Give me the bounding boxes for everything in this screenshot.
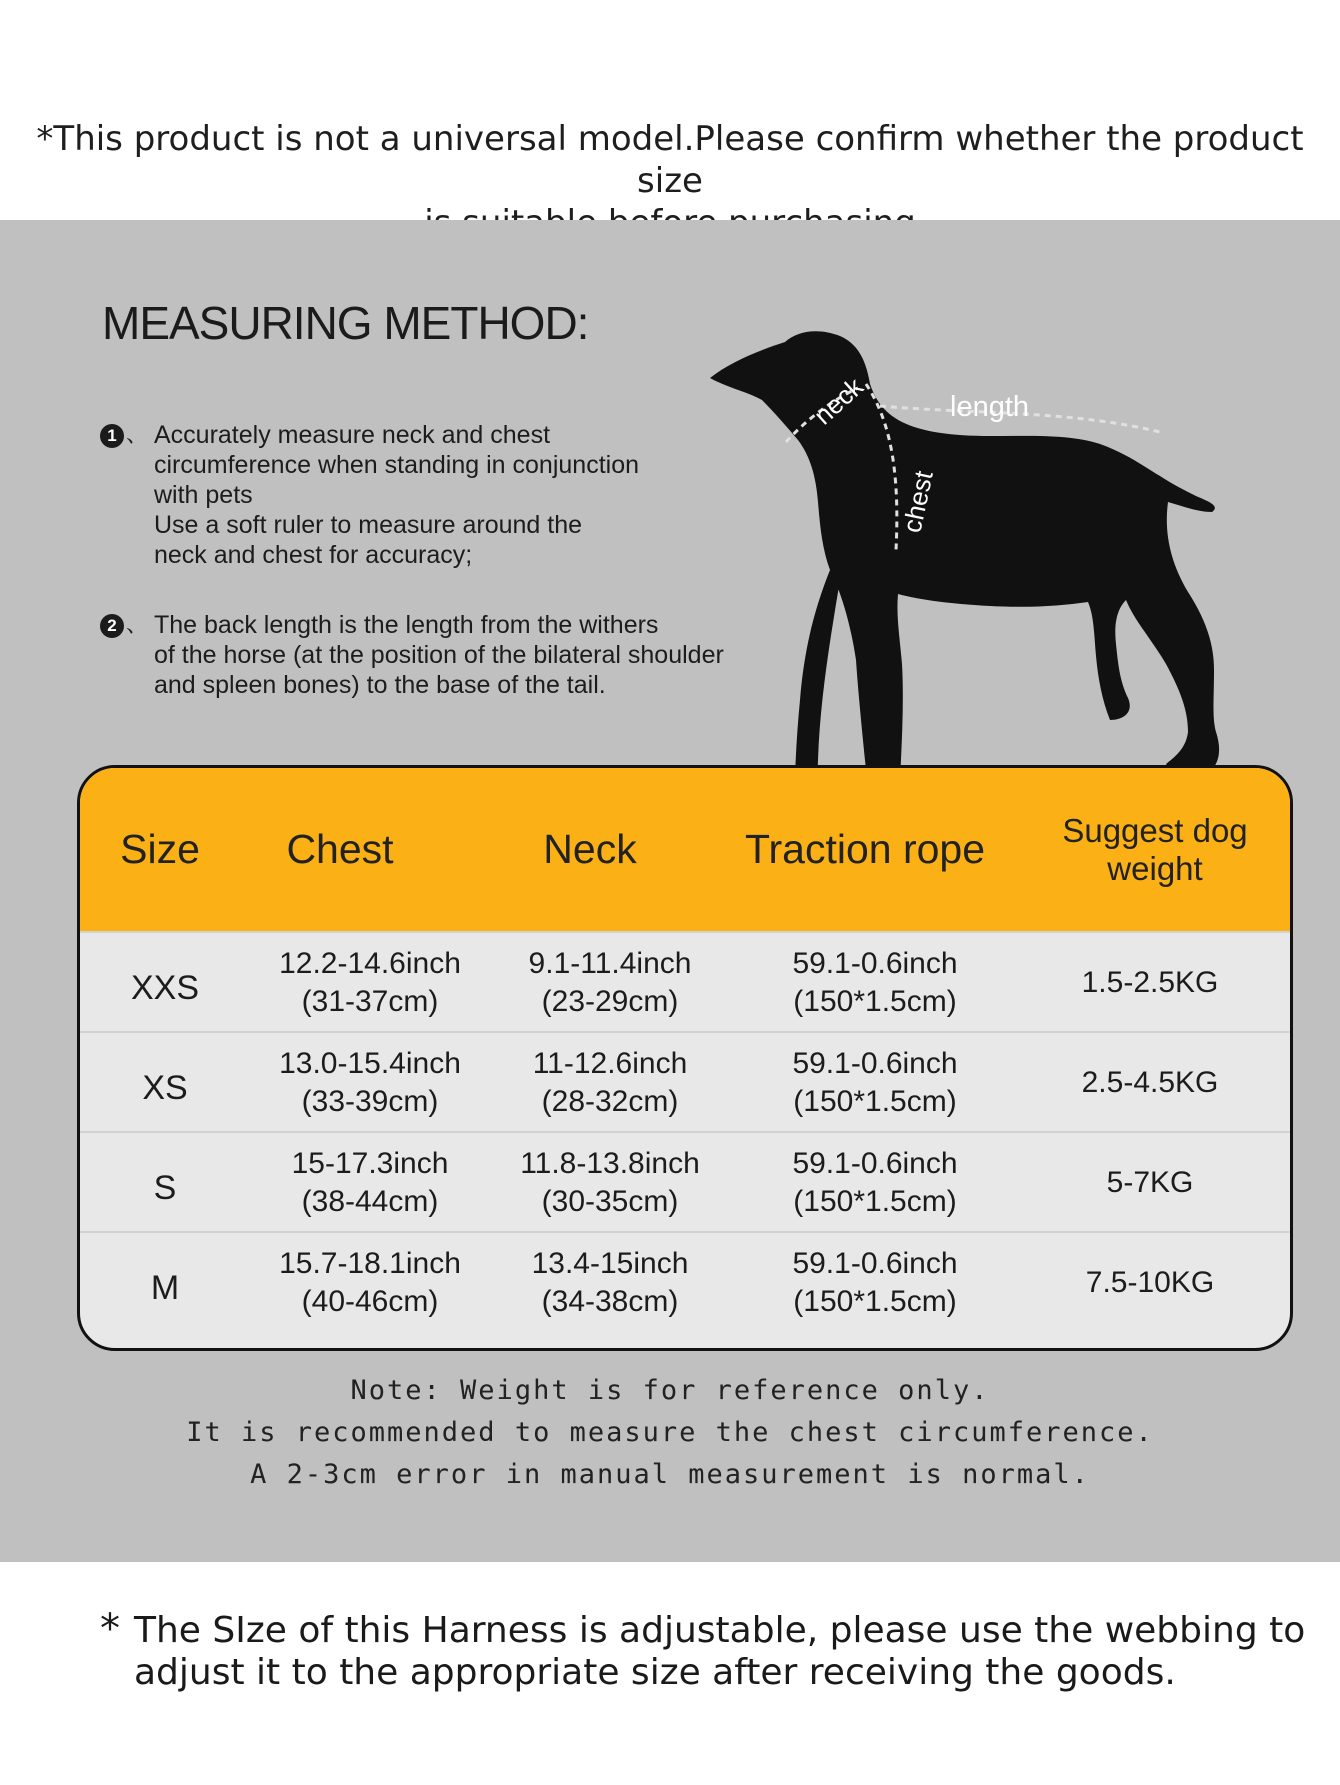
cell-chest-cm: (31-37cm): [301, 984, 439, 1018]
cell-rope-cm: (150*1.5cm): [793, 1284, 957, 1318]
step-1-line: with pets: [154, 481, 253, 509]
chest-label: chest: [896, 468, 939, 536]
table-row: [80, 1131, 1290, 1232]
header-size: Size: [120, 826, 200, 872]
header-suggest-weight: [1020, 768, 1290, 931]
cell-rope-cm: (150*1.5cm): [793, 984, 957, 1018]
cell-chest: [250, 933, 490, 1032]
cell-rope-inch: 59.1-0.6inch: [792, 1146, 958, 1180]
cell-rope: [750, 933, 1000, 1032]
step-1-separator: 、: [126, 422, 149, 447]
cell-neck-inch: 13.4-15inch: [531, 1246, 689, 1280]
step-2-separator: 、: [126, 612, 149, 637]
header-neck: Neck: [543, 826, 637, 872]
size-guide-panel: [0, 220, 1340, 1562]
step-2-text: [154, 610, 724, 700]
step-1-text: [154, 420, 639, 570]
cell-size: XXS: [130, 968, 200, 1007]
step-1-line: circumference when standing in conjunction: [154, 451, 639, 479]
cell-rope-inch: 59.1-0.6inch: [792, 1246, 958, 1280]
step-2-number: 2: [100, 614, 124, 638]
cell-chest-cm: (33-39cm): [301, 1084, 439, 1118]
cell-neck: [490, 1233, 730, 1332]
note-line: Note: Weight is for reference only.: [350, 1375, 990, 1406]
star-icon: *: [100, 1606, 120, 1652]
cell-neck: [490, 1133, 730, 1232]
cell-chest: [250, 1133, 490, 1232]
table-row: [80, 931, 1290, 1032]
adjustable-note-line: The SIze of this Harness is adjustable, please use the webbing to: [134, 1610, 1306, 1651]
cell-chest-cm: (38-44cm): [301, 1184, 439, 1218]
step-1-line: neck and chest for accuracy;: [154, 541, 473, 569]
cell-neck-cm: (34-38cm): [541, 1284, 679, 1318]
cell-rope: [750, 1233, 1000, 1332]
cell-neck-cm: (28-32cm): [541, 1084, 679, 1118]
header-traction-rope: Traction rope: [744, 826, 986, 872]
header-chest: Chest: [286, 826, 394, 872]
header-weight-line: Suggest dog: [1062, 811, 1248, 849]
step-1-line: Accurately measure neck and chest: [154, 421, 551, 449]
table-row: [80, 1231, 1290, 1332]
step-1-line: Use a soft ruler to measure around the: [154, 511, 583, 539]
cell-chest: [250, 1233, 490, 1332]
cell-weight: 2.5-4.5KG: [1081, 1065, 1219, 1099]
cell-neck-inch: 11-12.6inch: [532, 1046, 688, 1080]
table-header: [80, 768, 1290, 931]
cell-neck-inch: 11.8-13.8inch: [520, 1146, 700, 1180]
step-2-line: and spleen bones) to the base of the tail.: [154, 671, 606, 699]
cell-neck: [490, 1033, 730, 1132]
cell-size: M: [150, 1268, 180, 1307]
cell-rope: [750, 1133, 1000, 1232]
header-weight-line: weight: [1107, 849, 1203, 887]
cell-weight: 1.5-2.5KG: [1081, 965, 1219, 999]
measurement-notes: [0, 1370, 1340, 1496]
cell-chest-inch: 15.7-18.1inch: [279, 1246, 461, 1280]
note-line: A 2-3cm error in manual measurement is normal.: [250, 1459, 1090, 1490]
cell-rope-cm: (150*1.5cm): [793, 1184, 957, 1218]
cell-neck-cm: (30-35cm): [541, 1184, 679, 1218]
cell-chest-inch: 15-17.3inch: [291, 1146, 449, 1180]
cell-rope-cm: (150*1.5cm): [793, 1084, 957, 1118]
cell-chest: [250, 1033, 490, 1132]
cell-neck-cm: (23-29cm): [541, 984, 679, 1018]
cell-chest-inch: 12.2-14.6inch: [279, 946, 461, 980]
neck-label: neck: [807, 371, 869, 431]
cell-weight: 7.5-10KG: [1085, 1265, 1215, 1299]
cell-weight: 5-7KG: [1106, 1165, 1194, 1199]
cell-rope-inch: 59.1-0.6inch: [792, 1046, 958, 1080]
adjustable-note-line: adjust it to the appropriate size after receiving the goods.: [134, 1652, 1176, 1693]
top-disclaimer-line-1: *This product is not a universal model.Please confirm whether the product size: [36, 119, 1304, 201]
adjustable-note-text: [134, 1610, 1305, 1694]
step-2-line: The back length is the length from the withers: [154, 611, 659, 639]
measuring-method-heading: MEASURING METHOD:: [102, 297, 589, 349]
table-row: [80, 1031, 1290, 1132]
step-2-line: of the horse (at the position of the bilateral shoulder: [154, 641, 724, 669]
cell-neck-inch: 9.1-11.4inch: [528, 946, 692, 980]
size-chart-table: [77, 765, 1293, 1351]
cell-size: S: [153, 1168, 177, 1207]
cell-rope-inch: 59.1-0.6inch: [792, 946, 958, 980]
cell-neck: [490, 933, 730, 1032]
length-label: length: [950, 391, 1030, 423]
cell-chest-inch: 13.0-15.4inch: [279, 1046, 461, 1080]
cell-size: XS: [142, 1068, 188, 1107]
cell-rope: [750, 1033, 1000, 1132]
note-line: It is recommended to measure the chest circumference.: [186, 1417, 1154, 1448]
step-1-number: 1: [100, 424, 124, 448]
cell-chest-cm: (40-46cm): [301, 1284, 439, 1318]
